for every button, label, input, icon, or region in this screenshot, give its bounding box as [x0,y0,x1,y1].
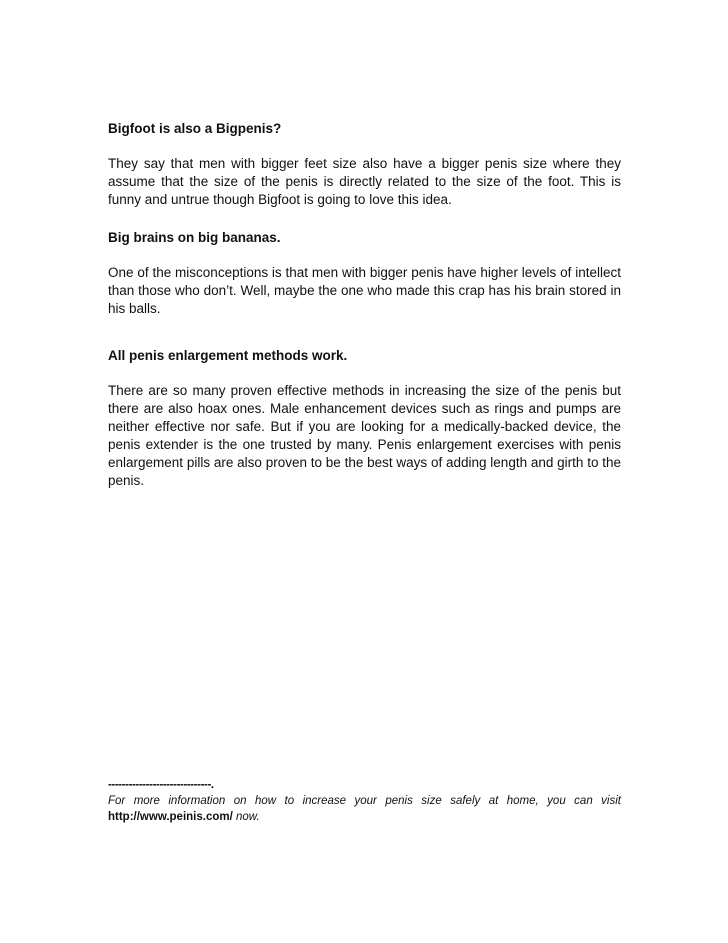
section-heading: All penis enlargement methods work. [108,348,348,363]
footnote-separator: ------------------------------. [108,779,214,791]
section-enlargement-methods [108,347,621,490]
section-heading: Bigfoot is also a Bigpenis? [108,121,282,136]
section-body: One of the misconceptions is that men with bigger penis have higher levels of intellect than those who don’t. Well, maybe the one who made this crap has his brain stored in his balls. [108,265,621,316]
footnote-suffix: now. [232,811,260,823]
footnote [108,777,621,825]
footnote-link[interactable]: http://www.peinis.com/ [108,811,233,823]
section-body: They say that men with bigger feet size also have a bigger penis size where they assume that the size of the penis is directly related to the size of the foot. This is funny and untrue though Bigfoot is going to love this idea. [108,156,621,207]
section-heading: Big brains on big bananas. [108,230,281,245]
section-body: There are so many proven effective methods in increasing the size of the penis but there are also hoax ones. Male enhancement devices such as rings and pumps are neither effective nor safe. But if you are looking for a medically-backed device, the penis extender is the one trusted by many. Penis enlargement exercises with penis enlargement pills are also proven to be the best ways of adding length and girth to the penis. [108,383,621,488]
section-bigfoot [108,120,621,209]
section-big-brains [108,229,621,318]
document-page [108,0,621,943]
footnote-text [108,793,621,825]
footnote-note: For more information on how to increase your penis size safely at home, you can visit [108,795,621,807]
